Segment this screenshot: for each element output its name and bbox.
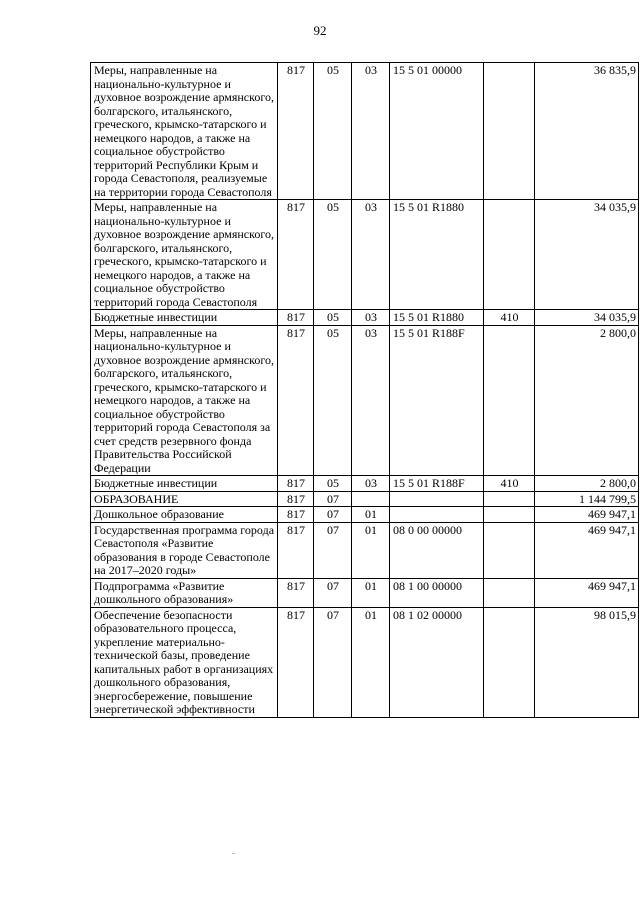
row-target-article: 15 5 01 R1880 <box>390 200 484 310</box>
row-amount: 469 947,1 <box>535 578 639 607</box>
row-subsection: 01 <box>352 607 390 717</box>
row-grbs: 817 <box>278 325 314 476</box>
row-subsection: 03 <box>352 63 390 200</box>
row-subsection: 03 <box>352 310 390 326</box>
row-name: ОБРАЗОВАНИЕ <box>91 491 278 507</box>
table-row <box>91 491 639 507</box>
row-grbs: 817 <box>278 476 314 492</box>
row-amount: 1 144 799,5 <box>535 491 639 507</box>
row-expense-type <box>484 507 535 523</box>
page-number: 92 <box>313 23 327 38</box>
row-expense-type <box>484 578 535 607</box>
row-expense-type <box>484 522 535 578</box>
row-name: Бюджетные инвестиции <box>91 476 278 492</box>
row-target-article: 08 1 00 00000 <box>390 578 484 607</box>
row-subsection: 03 <box>352 200 390 310</box>
scan-speck <box>232 853 235 854</box>
row-target-article: 15 5 01 R1880 <box>390 310 484 326</box>
row-amount: 34 035,9 <box>535 200 639 310</box>
row-subsection: 03 <box>352 325 390 476</box>
row-grbs: 817 <box>278 491 314 507</box>
row-grbs: 817 <box>278 63 314 200</box>
row-grbs: 817 <box>278 507 314 523</box>
row-expense-type <box>484 63 535 200</box>
row-subsection <box>352 491 390 507</box>
row-subsection: 01 <box>352 507 390 523</box>
row-section: 05 <box>314 476 352 492</box>
table-row <box>91 310 639 326</box>
row-name: Дошкольное образование <box>91 507 278 523</box>
table-row <box>91 522 639 578</box>
table-row <box>91 476 639 492</box>
row-grbs: 817 <box>278 578 314 607</box>
row-target-article: 08 1 02 00000 <box>390 607 484 717</box>
row-grbs: 817 <box>278 310 314 326</box>
table-row <box>91 325 639 476</box>
row-name: Меры, направленные на национально-культурное и духовное возрождение армянского, болгарского, итальянского, греческого, крымско-татарского и немецкого народов, а также на социальное обустройство территорий города Севастополя <box>91 200 278 310</box>
table-row <box>91 507 639 523</box>
row-grbs: 817 <box>278 607 314 717</box>
row-name: Меры, направленные на национально-культурное и духовное возрождение армянского, болгарского, итальянского, греческого, крымско-татарского и немецкого народов, а также на социальное обустройство территорий города Севастополя за счет средств резервного фонда Правительства Российской Федерации <box>91 325 278 476</box>
row-expense-type <box>484 325 535 476</box>
row-grbs: 817 <box>278 522 314 578</box>
table-row <box>91 607 639 717</box>
row-amount: 2 800,0 <box>535 325 639 476</box>
row-section: 05 <box>314 325 352 476</box>
table-row <box>91 63 639 200</box>
row-target-article <box>390 491 484 507</box>
row-amount: 98 015,9 <box>535 607 639 717</box>
row-name: Бюджетные инвестиции <box>91 310 278 326</box>
row-section: 05 <box>314 310 352 326</box>
row-grbs: 817 <box>278 200 314 310</box>
row-amount: 34 035,9 <box>535 310 639 326</box>
row-target-article: 08 0 00 00000 <box>390 522 484 578</box>
row-target-article: 15 5 01 R188F <box>390 325 484 476</box>
row-section: 05 <box>314 200 352 310</box>
row-section: 07 <box>314 578 352 607</box>
row-target-article: 15 5 01 00000 <box>390 63 484 200</box>
row-subsection: 03 <box>352 476 390 492</box>
row-subsection: 01 <box>352 522 390 578</box>
row-section: 05 <box>314 63 352 200</box>
row-target-article <box>390 507 484 523</box>
row-section: 07 <box>314 522 352 578</box>
table-row <box>91 200 639 310</box>
row-name: Подпрограмма «Развитие дошкольного образования» <box>91 578 278 607</box>
row-expense-type: 410 <box>484 476 535 492</box>
budget-table <box>90 62 639 718</box>
row-section: 07 <box>314 491 352 507</box>
row-target-article: 15 5 01 R188F <box>390 476 484 492</box>
row-expense-type <box>484 491 535 507</box>
table-row <box>91 578 639 607</box>
row-amount: 469 947,1 <box>535 522 639 578</box>
row-subsection: 01 <box>352 578 390 607</box>
row-section: 07 <box>314 507 352 523</box>
row-name: Обеспечение безопасности образовательного процесса, укрепление материально-технической базы, проведение капитальных работ в организациях дошкольного образования, энергосбережение, повышение энергетической эффективности <box>91 607 278 717</box>
row-name: Меры, направленные на национально-культурное и духовное возрождение армянского, болгарского, итальянского, греческого, крымско-татарского и немецкого народов, а также на социальное обустройство территорий Республики Крым и города Севастополя, реализуемые на территории города Севастополя <box>91 63 278 200</box>
row-amount: 469 947,1 <box>535 507 639 523</box>
row-expense-type: 410 <box>484 310 535 326</box>
row-expense-type <box>484 200 535 310</box>
row-section: 07 <box>314 607 352 717</box>
row-amount: 36 835,9 <box>535 63 639 200</box>
row-name: Государственная программа города Севастополя «Развитие образования в городе Севастополе на 2017–2020 годы» <box>91 522 278 578</box>
row-amount: 2 800,0 <box>535 476 639 492</box>
row-expense-type <box>484 607 535 717</box>
